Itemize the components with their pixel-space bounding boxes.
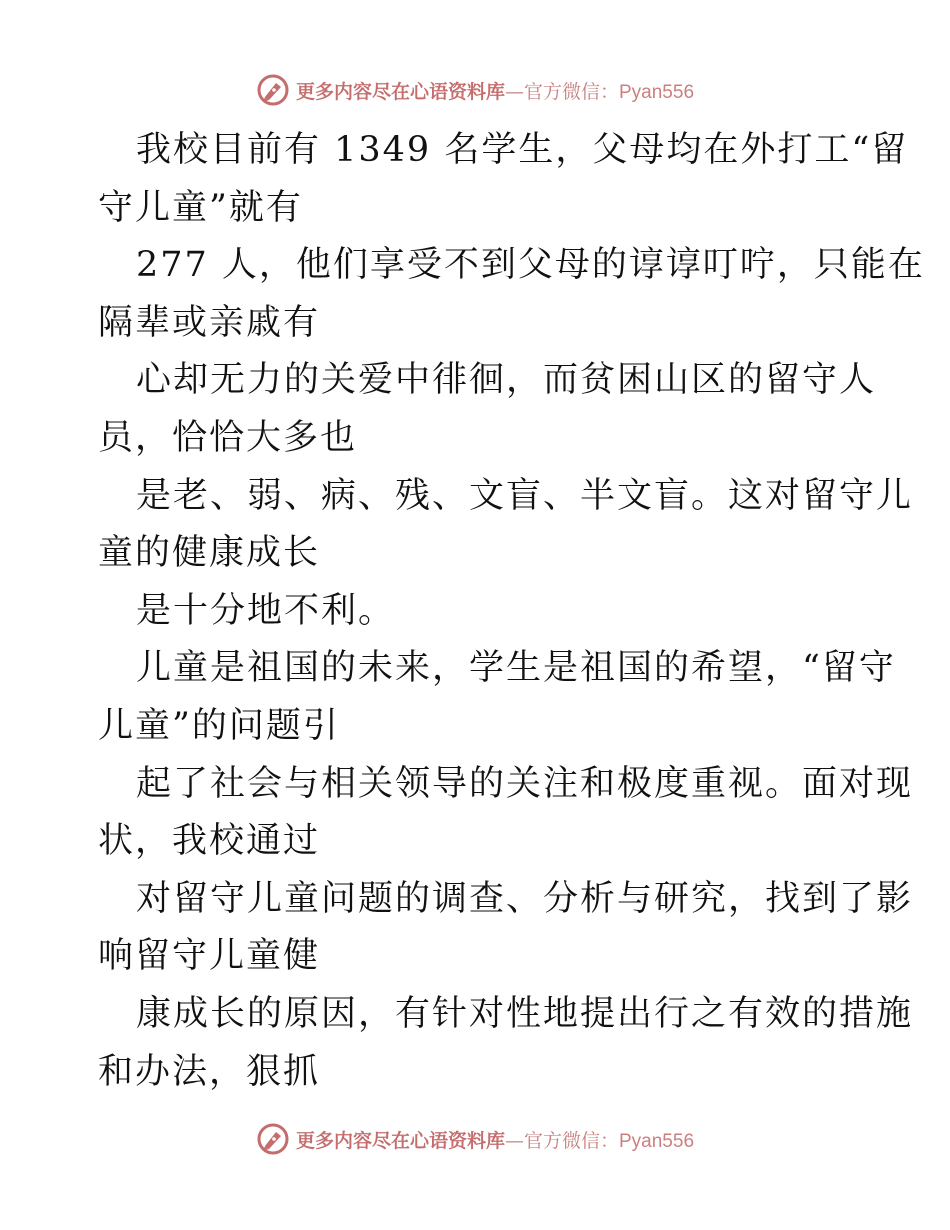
watermark-separator: — — [504, 1129, 524, 1152]
watermark-text — [296, 1126, 694, 1153]
text-line: 儿童”的问题引 — [98, 705, 340, 746]
text-line: 起了社会与相关领导的关注和极度重视。面对现 — [136, 763, 914, 804]
document-body — [98, 122, 925, 1101]
text-line: 隔辈或亲戚有 — [98, 302, 321, 343]
text-line: 277 人，他们享受不到父母的谆谆叮咛，只能在 — [136, 245, 925, 286]
pen-nib-circle-icon — [256, 1122, 290, 1156]
text-line: 心却无力的关爱中徘徊，而贫困山区的留守人 — [136, 360, 877, 401]
watermark-separator: — — [504, 80, 524, 103]
watermark-handle: Pyan556 — [619, 81, 695, 103]
watermark-brand: 更多内容尽在心语资料库 — [295, 1129, 505, 1152]
text-line: 对留守儿童问题的调查、分析与研究，找到了影 — [136, 878, 914, 919]
footer-watermark — [0, 1119, 950, 1159]
text-line: 和办法，狠抓 — [98, 1051, 321, 1092]
text-line: 康成长的原因，有针对性地提出行之有效的措施 — [136, 993, 914, 1034]
pen-nib-circle-icon — [256, 73, 290, 107]
watermark-text — [296, 77, 694, 104]
text-line: 是老、弱、病、残、文盲、半文盲。这对留守儿 — [136, 475, 914, 516]
text-line: 我校目前有 1349 名学生，父母均在外打工“留 — [136, 130, 909, 170]
watermark-wechat-label: 官方微信： — [523, 1129, 619, 1152]
text-line: 员，恰恰大多也 — [98, 417, 358, 458]
text-line: 儿童是祖国的未来，学生是祖国的希望，“留守 — [136, 648, 896, 689]
text-line: 守儿童”就有 — [98, 187, 303, 228]
header-watermark — [0, 70, 950, 110]
text-line: 童的健康成长 — [98, 533, 321, 574]
text-line: 状，我校通过 — [98, 821, 321, 862]
watermark-wechat-label: 官方微信： — [523, 80, 619, 103]
watermark-handle: Pyan556 — [619, 1130, 695, 1152]
text-line: 是十分地不利。 — [136, 590, 396, 631]
watermark-brand: 更多内容尽在心语资料库 — [295, 80, 505, 103]
text-line: 响留守儿童健 — [98, 936, 321, 977]
